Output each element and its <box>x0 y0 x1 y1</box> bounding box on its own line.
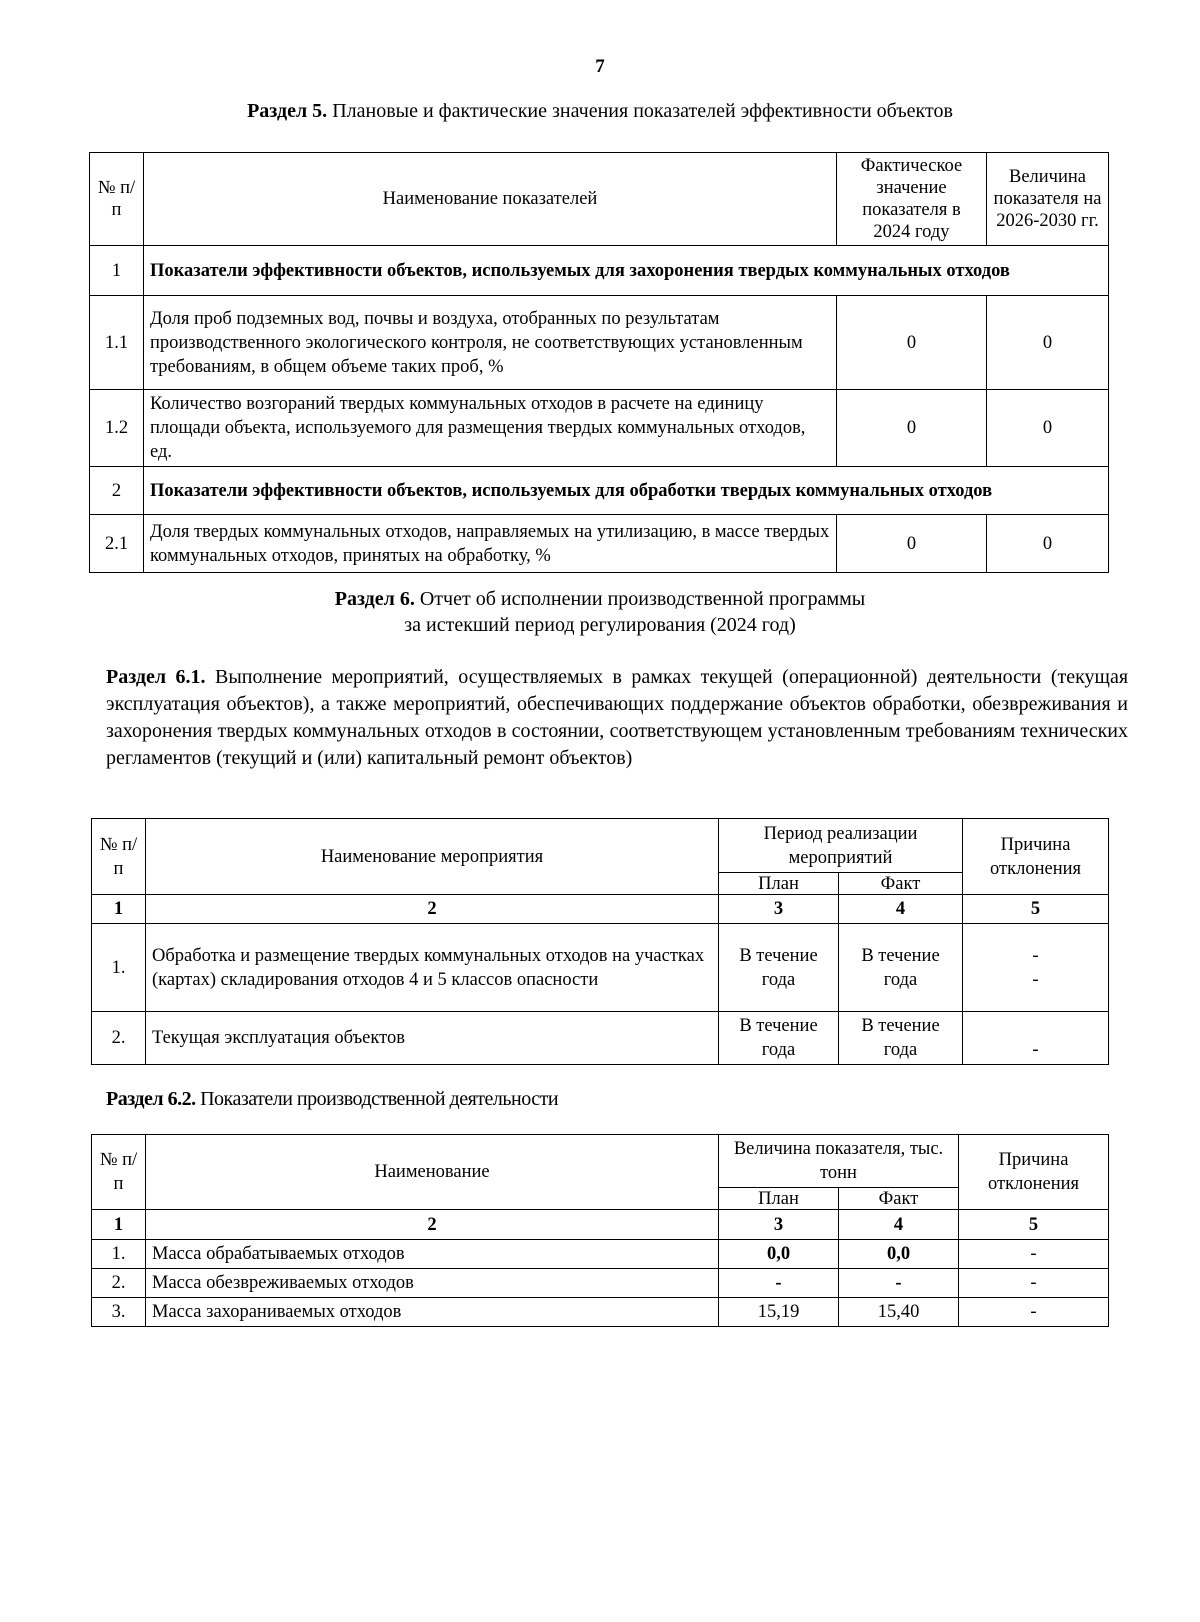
page-number: 7 <box>595 56 605 77</box>
section6-title-line1: Отчет об исполнении производственной программы <box>419 588 866 610</box>
row-reason: - <box>959 1240 1109 1269</box>
row-reason-line: - <box>1032 945 1039 966</box>
header-value: Величина показателя, тыс. тонн <box>719 1135 959 1188</box>
header-name: Наименование показателей <box>144 153 837 246</box>
section62-label: Раздел 6.2. <box>106 1088 196 1110</box>
table-row <box>90 246 1109 296</box>
header-plan: План <box>719 873 839 895</box>
row-num: 1. <box>92 1240 146 1269</box>
row-plan: - <box>719 1269 839 1298</box>
section61-text: Выполнение мероприятий, осуществляемых в рамках текущей (операционной) деятельности (текущая эксплуатация объектов), а также мероприятий, обеспечивающих поддержание объектов обработки, обезвреживания и захоронения твердых коммунальных отходов в состоянии, соответствующем установленным требованиям технических регламентов (текущий и (или) капитальный ремонт объектов) <box>106 666 1129 769</box>
col-number: 5 <box>959 1210 1109 1240</box>
table-header-row <box>92 819 1109 873</box>
section5-title <box>0 98 1200 124</box>
row-reason <box>963 924 1109 1012</box>
row-reason: - <box>959 1298 1109 1327</box>
section61-label: Раздел 6.1. <box>106 666 206 688</box>
table-header-row <box>92 1135 1109 1188</box>
row-fact: 15,40 <box>839 1298 959 1327</box>
header-reason: Причина отклонения <box>959 1135 1109 1210</box>
row-fact: 0,0 <box>839 1240 959 1269</box>
row-fact: - <box>839 1269 959 1298</box>
row-target: 0 <box>987 390 1109 467</box>
col-number: 4 <box>839 1210 959 1240</box>
row-num: 1.2 <box>90 390 144 467</box>
row-num: 2. <box>92 1012 146 1065</box>
header-num: № п/п <box>92 1135 146 1210</box>
section5-title-label: Раздел 5. <box>247 100 328 122</box>
section6-title-label: Раздел 6. <box>334 588 415 610</box>
header-name: Наименование мероприятия <box>146 819 719 895</box>
row-fact: В течение года <box>839 924 963 1012</box>
row-num: 2. <box>92 1269 146 1298</box>
row-group-name: Показатели эффективности объектов, используемых для захоронения твердых коммунальных отходов <box>144 246 1109 296</box>
header-plan: План <box>719 1188 839 1210</box>
row-fact: 0 <box>837 390 987 467</box>
table-row <box>92 1012 1109 1065</box>
section6-title-line2: за истекший период регулирования (2024 год) <box>404 614 796 636</box>
row-group-name: Показатели эффективности объектов, используемых для обработки твердых коммунальных отходов <box>144 467 1109 515</box>
row-plan: В течение года <box>719 924 839 1012</box>
row-num: 3. <box>92 1298 146 1327</box>
col-number: 4 <box>839 895 963 924</box>
section6-title <box>0 586 1200 638</box>
header-target: Величина показателя на 2026-2030 гг. <box>987 153 1109 246</box>
col-number: 5 <box>963 895 1109 924</box>
row-plan: 0,0 <box>719 1240 839 1269</box>
column-number-row <box>92 1210 1109 1240</box>
row-num: 1.1 <box>90 296 144 390</box>
table-row <box>92 924 1109 1012</box>
header-num: № п/п <box>90 153 144 246</box>
row-name: Обработка и размещение твердых коммунальных отходов на участках (картах) складирования отходов 4 и 5 классов опасности <box>146 924 719 1012</box>
header-fact: Фактическое значение показателя в 2024 году <box>837 153 987 246</box>
header-fact: Факт <box>839 873 963 895</box>
section62-table <box>91 1134 1109 1327</box>
table-row <box>90 390 1109 467</box>
row-name: Масса захораниваемых отходов <box>146 1298 719 1327</box>
row-reason-line: - <box>1032 969 1039 990</box>
section62-title-text: Показатели производственной деятельности <box>200 1088 559 1110</box>
row-target: 0 <box>987 515 1109 573</box>
col-number: 3 <box>719 1210 839 1240</box>
row-name: Масса обезвреживаемых отходов <box>146 1269 719 1298</box>
col-number: 1 <box>92 1210 146 1240</box>
row-plan: 15,19 <box>719 1298 839 1327</box>
row-num: 2 <box>90 467 144 515</box>
row-fact: 0 <box>837 515 987 573</box>
section62-title <box>106 1086 558 1112</box>
table-row <box>92 1240 1109 1269</box>
table-row <box>90 515 1109 573</box>
section61-table <box>91 818 1109 1065</box>
column-number-row <box>92 895 1109 924</box>
row-reason: - <box>959 1269 1109 1298</box>
row-name: Масса обрабатываемых отходов <box>146 1240 719 1269</box>
row-num: 1. <box>92 924 146 1012</box>
header-reason: Причина отклонения <box>963 819 1109 895</box>
section61-paragraph <box>106 664 1128 772</box>
section5-title-text: Плановые и фактические значения показателей эффективности объектов <box>332 100 953 122</box>
row-fact: В течение года <box>839 1012 963 1065</box>
row-name: Количество возгораний твердых коммунальных отходов в расчете на единицу площади объекта, используемого для размещения твердых коммунальных отходов, ед. <box>144 390 837 467</box>
col-number: 2 <box>146 1210 719 1240</box>
row-name: Доля проб подземных вод, почвы и воздуха, отобранных по результатам производственного экологического контроля, не соответствующих установленным требованиям, в общем объеме таких проб, % <box>144 296 837 390</box>
header-period: Период реализации мероприятий <box>719 819 963 873</box>
col-number: 1 <box>92 895 146 924</box>
table-row <box>92 1298 1109 1327</box>
header-num: № п/п <box>92 819 146 895</box>
row-name: Доля твердых коммунальных отходов, направляемых на утилизацию, в массе твердых коммунальных отходов, принятых на обработку, % <box>144 515 837 573</box>
header-name: Наименование <box>146 1135 719 1210</box>
row-fact: 0 <box>837 296 987 390</box>
section5-table <box>89 152 1109 573</box>
row-reason: - <box>963 1012 1109 1065</box>
row-name: Текущая эксплуатация объектов <box>146 1012 719 1065</box>
table-header-row <box>90 153 1109 246</box>
header-fact: Факт <box>839 1188 959 1210</box>
col-number: 3 <box>719 895 839 924</box>
row-plan: В течение года <box>719 1012 839 1065</box>
col-number: 2 <box>146 895 719 924</box>
table-row <box>92 1269 1109 1298</box>
row-num: 1 <box>90 246 144 296</box>
table-row <box>90 296 1109 390</box>
row-target: 0 <box>987 296 1109 390</box>
table-row <box>90 467 1109 515</box>
row-num: 2.1 <box>90 515 144 573</box>
